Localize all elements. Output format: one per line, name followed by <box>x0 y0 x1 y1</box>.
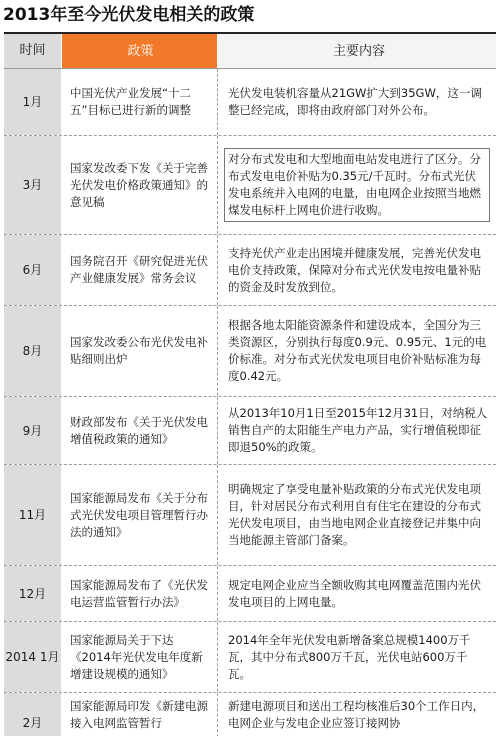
highlighted-content: 对分布式发电和大型地面电站发电进行了区分。分布式发电电价补贴为0.35元/千瓦时。分布式光伏发电系统并入电网的电量，由电网企业按照当地燃煤发电标杆上网电价进行收购。 <box>224 148 490 222</box>
policy-table <box>4 32 496 736</box>
row-policy: 国家发改委下发《关于完善光伏发电价格政策通知》的意见稿 <box>62 136 218 234</box>
row-time: 11月 <box>4 465 62 565</box>
row-content: 光伏发电装机容量从21GW扩大到35GW，这一调整已经完成，即将由政府部门对外公布。 <box>228 86 482 117</box>
row-time: 9月 <box>4 397 62 464</box>
row-content: 规定电网企业应当全额收购其电网覆盖范围内光伏发电项目的上网电量。 <box>228 577 481 609</box>
row-policy: 财政部发布《关于光伏发电增值税政策的通知》 <box>62 397 218 464</box>
row-policy: 国务院召开《研究促进光伏产业健康发展》常务会议 <box>62 235 218 305</box>
table-row <box>4 235 496 306</box>
row-policy: 国家发改委公布光伏发电补贴细则出炉 <box>62 306 218 396</box>
table-header-row <box>4 34 496 69</box>
table-row <box>4 136 496 235</box>
row-content: 新建电源项目和送出工程均核准后30个工作日内，电网企业与发电企业应签订接网协 <box>228 699 485 730</box>
row-time: 6月 <box>4 235 62 305</box>
row-policy: 国家能源局印发《新建电源接入电网监管暂行 <box>62 693 218 736</box>
row-content: 2014年全年光伏发电新增备案总规模1400万千瓦，其中分布式800万千瓦，光伏电站600万千瓦。 <box>228 632 471 681</box>
table-row <box>4 69 496 136</box>
row-content: 根据各地太阳能资源条件和建设成本，全国分为三类资源区，分别执行每度0.9元、0.95元、1元的电价标准。对分布式光伏发电项目电价补贴标准为每度0.42元。 <box>228 318 487 383</box>
table-row <box>4 306 496 397</box>
row-time: 2月 <box>4 693 62 736</box>
row-content: 从2013年10月1日至2015年12月31日，对纳税人销售自产的太阳能生产电力产品，实行增值税即征即退50%的政策。 <box>228 406 488 454</box>
row-policy: 国家能源局发布《关于分布式光伏发电项目管理暂行办法的通知》 <box>62 465 218 565</box>
row-time: 3月 <box>4 136 62 234</box>
row-time: 12月 <box>4 566 62 621</box>
row-content: 明确规定了享受电量补贴政策的分布式光伏发电项目，针对居民分布式利用自有住宅在建设的分布式光伏发电项目，由当地电网企业直接登记并集中向当地能源主管部门备案。 <box>228 482 481 547</box>
row-policy: 中国光伏产业发展“十二五”目标已进行新的调整 <box>62 69 218 135</box>
page-title: 2013年至今光伏发电相关的政策 <box>3 5 255 25</box>
row-time: 8月 <box>4 306 62 396</box>
row-time: 1月 <box>4 69 62 135</box>
row-content: 支持光伏产业走出困境并健康发展，完善光伏发电电价支持政策，保障对分布式光伏发电按电量补贴的资金及时发放到位。 <box>228 245 481 294</box>
header-policy: 政策 <box>62 34 218 68</box>
table-row <box>4 622 496 693</box>
header-time: 时间 <box>4 34 62 68</box>
table-row <box>4 397 496 465</box>
row-policy: 国家能源局关于下达《2014年光伏发电年度新增建设规模的通知》 <box>62 622 218 692</box>
row-policy: 国家能源局发布了《光伏发电运营监管暂行办法》 <box>62 566 218 621</box>
table-row <box>4 465 496 566</box>
row-content <box>218 136 496 234</box>
table-row <box>4 693 496 736</box>
header-content: 主要内容 <box>218 34 496 68</box>
table-row <box>4 566 496 622</box>
row-time: 2014 1月 <box>4 622 62 692</box>
